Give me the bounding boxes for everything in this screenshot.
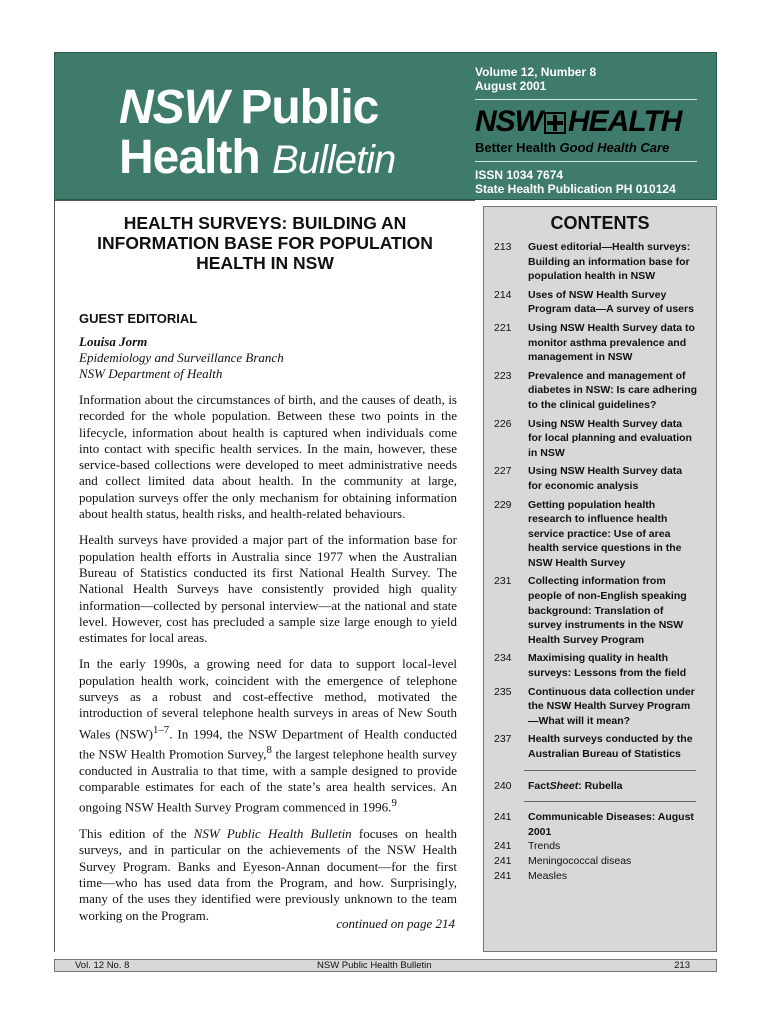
toc-item[interactable]: 237 Health surveys conducted by the Australian Bureau of Statistics: [494, 733, 693, 760]
toc-subitem[interactable]: 241 Trends: [494, 840, 561, 853]
toc-item[interactable]: 234 Maximising quality in health surveys: Lessons from the field: [494, 652, 687, 680]
title-public: Public: [227, 81, 379, 134]
toc-item[interactable]: 226 Using NSW Health Survey data for local planning and evaluation in NSW: [494, 417, 692, 459]
tagline: Better Health Good Health Care: [475, 140, 670, 155]
paragraph: Health surveys have provided a major part of the information base for population health efforts in Australia since 1977 when the Australian Bureau of Statistics conducted its first National Health Survey. The National Health Surveys have consistently provided high quality information—collected by personal interview—at the national and state level. However, cost has precluded a sample size large enough to yield estimates for local areas.: [79, 532, 457, 646]
affiliation: NSW Department of Health: [79, 366, 223, 381]
contents-panel: [483, 206, 717, 952]
toc-item[interactable]: 231 Collecting information from people of non-English speaking background: Translation of survey instruments in the NSW Health Survey Program: [494, 575, 687, 646]
page-number: 213: [674, 960, 690, 971]
toc-item[interactable]: 229 Getting population health research to influence health service practice: Use of area health service questions in the NSW Health Survey: [494, 498, 682, 569]
author-name: Louisa Jorm: [79, 334, 148, 349]
toc-subitem[interactable]: 241 Measles: [494, 869, 568, 882]
article-body: [79, 392, 457, 924]
masthead: [54, 52, 717, 200]
toc-item-factsheet[interactable]: 240 FactSheet: Rubella: [494, 779, 623, 792]
title-nsw: NSW: [119, 81, 228, 134]
toc-subitem[interactable]: 241 Meningococcal diseas: [494, 854, 632, 867]
divider: [475, 99, 697, 100]
article-title: HEALTH SURVEYS: BUILDING AN INFORMATION BASE FOR POPULATION HEALTH IN NSW: [97, 213, 433, 273]
continued-note: continued on page 214: [336, 916, 455, 931]
issn: ISSN 1034 7674: [475, 168, 564, 182]
footer-volume: Vol. 12 No. 8: [75, 960, 130, 971]
nsw-health-logo: NSW HEALTH: [475, 105, 682, 138]
toc-item[interactable]: 227 Using NSW Health Survey data for economic analysis: [494, 465, 683, 492]
cross-icon: [544, 112, 566, 134]
paragraph: This edition of the NSW Public Health Bulletin focuses on health surveys, and in particular on the achievements of the NSW Health Survey Program. Banks and Eyeson-Annan document—for the first time—who has used data from the Program, and how. Surprisingly, many of the uses they identified were previously unknown to the team working on the Program.: [79, 826, 457, 923]
toc-item[interactable]: 235 Continuous data collection under the NSW Health Survey Program—What will it mean?: [494, 685, 695, 727]
bulletin-page: [54, 52, 717, 972]
contents-heading: CONTENTS: [550, 213, 650, 233]
toc-item[interactable]: 221 Using NSW Health Survey data to monitor asthma prevalence and management in NSW: [494, 321, 695, 364]
section-heading: GUEST EDITORIAL: [79, 311, 198, 326]
paragraph: Information about the circumstances of birth, and the causes of death, is recorded for the whole population. Between these two points in the lifecycle, information about health is captured when individuals come into contact with specific health services. In the main, however, these service-based collections were developed to meet administrative needs and collect limited data about health. In the community at large, population surveys offer the only mechanism for obtaining information about health status, health risks, and health-related behaviours.: [79, 392, 457, 522]
author-block: [79, 334, 475, 382]
publication-title: [119, 83, 395, 185]
toc-item[interactable]: 223 Prevalence and management of diabetes in NSW: Is care adhering to the clinical guidelines?: [494, 369, 698, 411]
toc-item[interactable]: 214 Uses of NSW Health Survey Program data—A survey of users: [494, 288, 694, 316]
toc-item-communicable[interactable]: 241 Communicable Diseases: August 2001: [494, 811, 694, 838]
publication-number: State Health Publication PH 010124: [475, 182, 676, 196]
paragraph: In the early 1990s, a growing need for data to support local-level population health work, coincident with the emergence of telephone surveys as a robust and cost-effective method, motivated the introduction of several telephone health surveys in areas of New South Wales (NSW)$^{1-7}$. In 1994, the NSW Department of Health conducted the NSW Health Promotion Survey,$^8$ the largest telephone health survey conducted in Australia to that time, with a sample designed to provide comparable estimates for each of the state’s area health services. An ongoing NSW Health Survey Program commenced in 1996.$^9$: [79, 656, 457, 815]
title-bulletin: Bulletin: [272, 138, 396, 182]
toc-item[interactable]: 213 Guest editorial—Health surveys: Building an information base for population health in NSW: [494, 241, 691, 283]
affiliation: Epidemiology and Surveillance Branch: [79, 350, 284, 365]
divider: [524, 801, 696, 802]
divider: [475, 161, 697, 162]
article-column: [54, 200, 475, 952]
footer-title: NSW Public Health Bulletin: [317, 960, 432, 971]
issue-date: August 2001: [475, 79, 547, 93]
divider: [524, 770, 696, 771]
title-health: Health: [119, 131, 273, 184]
volume-number: Volume 12, Number 8: [475, 65, 597, 79]
issue-info: [475, 65, 697, 196]
toc-list: [484, 240, 716, 883]
page-footer: [54, 959, 717, 972]
